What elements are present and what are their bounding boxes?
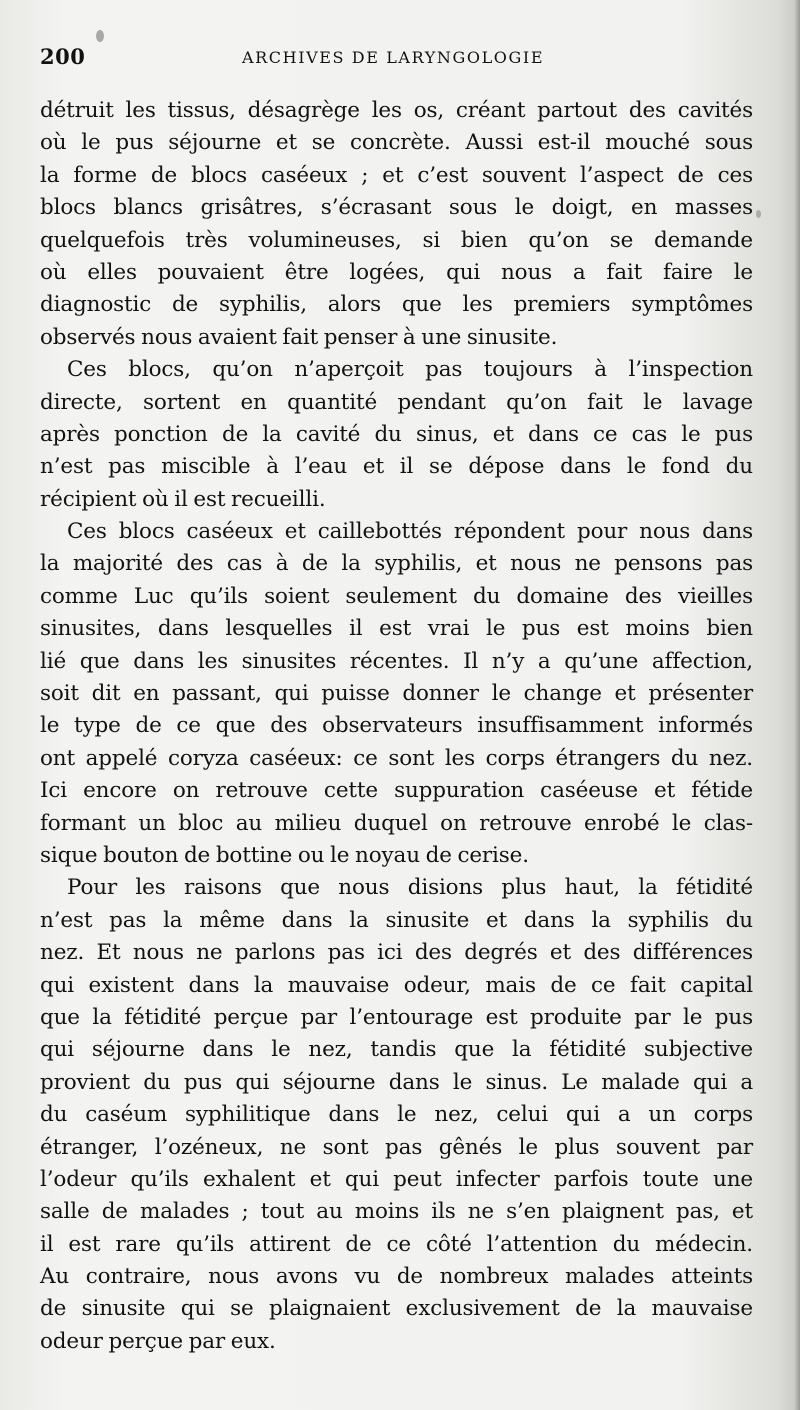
text-line: le type de ce que des observateurs insuffisamment informés xyxy=(40,713,753,739)
text-line: Ces blocs, qu’on n’aperçoit pas toujours à l’inspection xyxy=(67,357,753,383)
text-line: la forme de blocs caséeux ; et c’est souvent l’aspect de ces xyxy=(40,162,753,188)
text-line: Ici encore on retrouve cette suppuration caséeuse et fétide xyxy=(40,778,753,804)
text-line: quelquefois très volumineuses, si bien qu’on se demande xyxy=(40,227,753,253)
paragraph xyxy=(40,872,753,1358)
ink-spot xyxy=(756,210,761,218)
text-line: lié que dans les sinusites récentes. Il n’y a qu’une affection, xyxy=(40,648,753,674)
text-line: sinusites, dans lesquelles il est vrai le pus est moins bien xyxy=(40,616,753,642)
text-line: comme Luc qu’ils soient seulement du domaine des vieilles xyxy=(40,583,753,609)
paragraph xyxy=(40,354,753,516)
text-line: diagnostic de syphilis, alors que les premiers symptômes xyxy=(40,292,753,318)
text-line: directe, sortent en quantité pendant qu’on fait le lavage xyxy=(40,389,753,415)
body-text xyxy=(40,95,753,1358)
text-line: du caséum syphilitique dans le nez, celui qui a un corps xyxy=(40,1102,753,1128)
text-line: formant un bloc au milieu duquel on retrouve enrobé le clas- xyxy=(40,810,753,836)
running-title: ARCHIVES DE LARYNGOLOGIE xyxy=(242,48,545,67)
text-line: récipient où il est recueilli. xyxy=(40,486,326,512)
text-line: qui séjourne dans le nez, tandis que la fétidité subjective xyxy=(40,1037,753,1063)
text-line: soit dit en passant, qui puisse donner le change et présenter xyxy=(40,681,753,707)
running-head xyxy=(40,44,780,72)
text-line: nez. Et nous ne parlons pas ici des degrés et des différences xyxy=(40,940,753,966)
text-line: provient du pus qui séjourne dans le sinus. Le malade qui a xyxy=(40,1069,753,1095)
ink-spot xyxy=(96,30,104,42)
text-line: Pour les raisons que nous disions plus haut, la fétidité xyxy=(67,875,753,901)
text-line: de sinusite qui se plaignaient exclusivement de la mauvaise xyxy=(40,1296,753,1322)
page-number: 200 xyxy=(40,44,86,69)
text-line: Ces blocs caséeux et caillebottés répondent pour nous dans xyxy=(67,519,753,545)
text-line: étranger, l’ozéneux, ne sont pas gênés le plus souvent par xyxy=(40,1134,753,1160)
text-line: observés nous avaient fait penser à une sinusite. xyxy=(40,324,558,350)
text-line: l’odeur qu’ils exhalent et qui peut infecter parfois toute une xyxy=(40,1166,753,1192)
text-line: il est rare qu’ils attirent de ce côté l’attention du médecin. xyxy=(40,1231,753,1257)
text-line: la majorité des cas à de la syphilis, et nous ne pensons pas xyxy=(40,551,753,577)
text-line: où le pus séjourne et se concrète. Aussi est-il mouché sous xyxy=(40,130,753,156)
text-line: qui existent dans la mauvaise odeur, mais de ce fait capital xyxy=(40,972,753,998)
text-line: que la fétidité perçue par l’entourage est produite par le pus xyxy=(40,1004,753,1030)
text-line: détruit les tissus, désagrège les os, créant partout des cavités xyxy=(40,98,753,123)
text-line: où elles pouvaient être logées, qui nous a fait faire le xyxy=(40,259,753,285)
text-line: salle de malades ; tout au moins ils ne s’en plaignent pas, et xyxy=(40,1199,753,1225)
text-line: ont appelé coryza caséeux: ce sont les corps étrangers du nez. xyxy=(40,745,753,771)
text-line: n’est pas la même dans la sinusite et dans la syphilis du xyxy=(40,907,753,933)
paragraph xyxy=(40,516,753,872)
text-line: après ponction de la cavité du sinus, et dans ce cas le pus xyxy=(40,421,753,447)
paragraph xyxy=(40,95,753,354)
text-line: Au contraire, nous avons vu de nombreux malades atteints xyxy=(40,1264,753,1290)
text-line: odeur perçue par eux. xyxy=(40,1328,276,1354)
text-line: blocs blancs grisâtres, s’écrasant sous le doigt, en masses xyxy=(40,195,753,221)
text-line: n’est pas miscible à l’eau et il se dépose dans le fond du xyxy=(40,454,753,480)
text-line: sique bouton de bottine ou le noyau de cerise. xyxy=(40,842,529,868)
page-edge-shadow xyxy=(794,0,800,1410)
